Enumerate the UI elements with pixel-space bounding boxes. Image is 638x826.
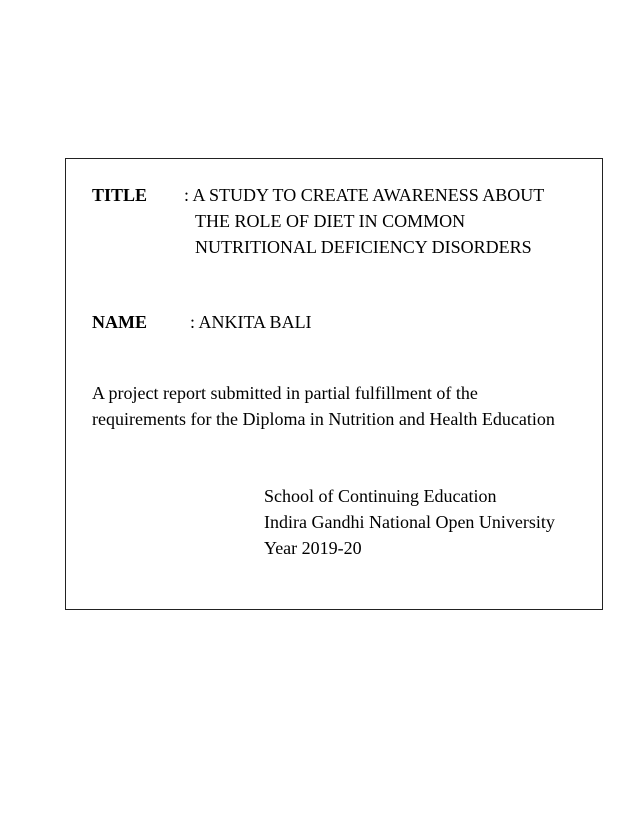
university-name: Indira Gandhi National Open University (264, 512, 555, 532)
title-label: TITLE (92, 185, 148, 205)
school-name: School of Continuing Education (264, 486, 497, 506)
title-line-3: NUTRITIONAL DEFICIENCY DISORDERS (195, 237, 532, 257)
title-line-1: : A STUDY TO CREATE AWARENESS ABOUT (184, 185, 545, 205)
project-title (184, 182, 544, 260)
author-name: : ANKITA BALI (190, 312, 312, 332)
name-label: NAME (92, 312, 147, 332)
description-line-1: A project report submitted in partial fulfillment of the (92, 383, 478, 403)
title-line-2: THE ROLE OF DIET IN COMMON (195, 211, 466, 231)
institution-block (264, 483, 555, 561)
academic-year: Year 2019-20 (264, 538, 362, 558)
report-description (92, 380, 555, 432)
description-line-2: requirements for the Diploma in Nutrition and Health Education (92, 409, 555, 429)
